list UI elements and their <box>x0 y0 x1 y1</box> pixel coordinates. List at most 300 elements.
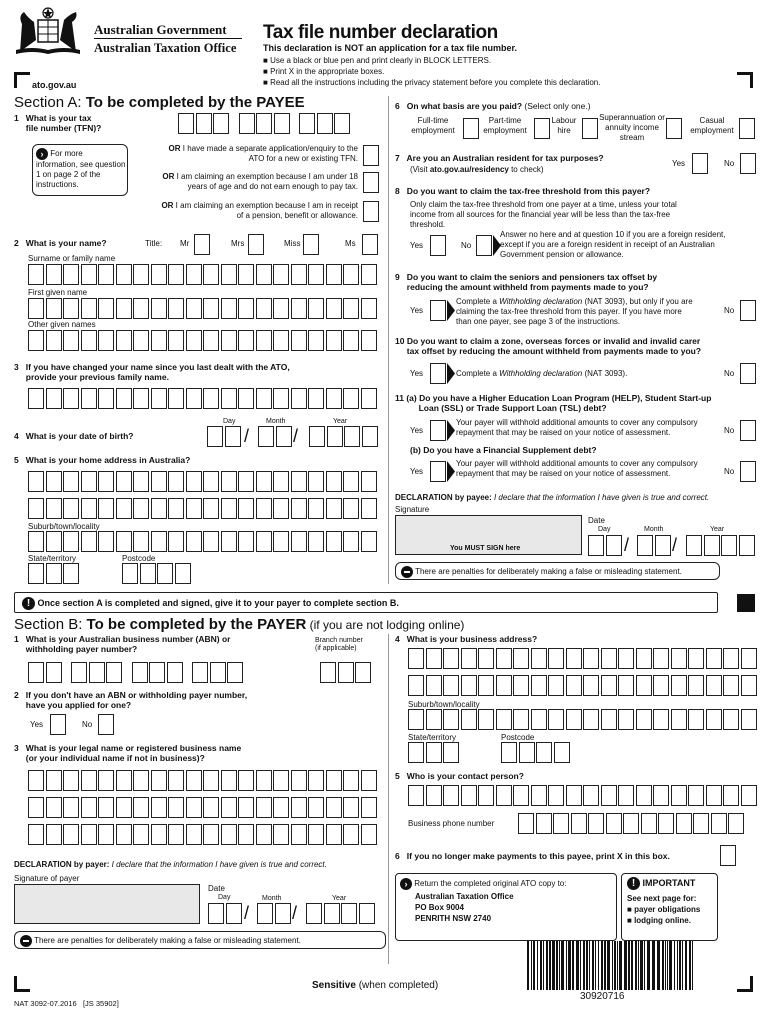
character-box[interactable] <box>116 824 132 845</box>
dob-day-box[interactable] <box>207 426 223 447</box>
character-box[interactable] <box>203 531 219 552</box>
character-box[interactable] <box>671 785 687 806</box>
character-box[interactable] <box>157 563 173 584</box>
q8-yes-checkbox[interactable] <box>430 235 446 256</box>
character-box[interactable] <box>28 824 44 845</box>
character-box[interactable] <box>238 330 254 351</box>
character-box[interactable] <box>81 298 97 319</box>
character-box[interactable] <box>361 264 377 285</box>
character-box[interactable] <box>706 675 722 696</box>
character-box[interactable] <box>81 770 97 791</box>
character-box[interactable] <box>706 785 722 806</box>
character-box[interactable] <box>63 330 79 351</box>
character-box[interactable] <box>46 824 62 845</box>
legal-name-line-3-boxes[interactable] <box>28 824 378 845</box>
payee-month-box[interactable] <box>655 535 671 556</box>
character-box[interactable] <box>186 498 202 519</box>
character-box[interactable] <box>28 797 44 818</box>
character-box[interactable] <box>221 770 237 791</box>
character-box[interactable] <box>583 785 599 806</box>
character-box[interactable] <box>291 824 307 845</box>
character-box[interactable] <box>116 531 132 552</box>
character-box[interactable] <box>536 813 552 834</box>
character-box[interactable] <box>291 797 307 818</box>
tfn-digit-box[interactable] <box>196 113 212 134</box>
previous-name-boxes[interactable] <box>28 388 378 409</box>
character-box[interactable] <box>98 531 114 552</box>
character-box[interactable] <box>133 498 149 519</box>
character-box[interactable] <box>63 498 79 519</box>
character-box[interactable] <box>168 264 184 285</box>
character-box[interactable] <box>168 531 184 552</box>
character-box[interactable] <box>408 742 424 763</box>
character-box[interactable] <box>343 824 359 845</box>
payer-signature-box[interactable] <box>14 884 200 924</box>
character-box[interactable] <box>426 675 442 696</box>
character-box[interactable] <box>548 785 564 806</box>
character-box[interactable] <box>116 770 132 791</box>
character-box[interactable] <box>98 330 114 351</box>
character-box[interactable] <box>273 770 289 791</box>
payee-year-box[interactable] <box>704 535 720 556</box>
character-box[interactable] <box>496 648 512 669</box>
character-box[interactable] <box>291 770 307 791</box>
character-box[interactable] <box>203 770 219 791</box>
character-box[interactable] <box>548 709 564 730</box>
character-box[interactable] <box>308 330 324 351</box>
character-box[interactable] <box>221 471 237 492</box>
character-box[interactable] <box>186 531 202 552</box>
character-box[interactable] <box>221 388 237 409</box>
character-box[interactable] <box>583 648 599 669</box>
character-box[interactable] <box>151 770 167 791</box>
character-box[interactable] <box>566 785 582 806</box>
character-box[interactable] <box>361 388 377 409</box>
character-box[interactable] <box>531 709 547 730</box>
character-box[interactable] <box>46 388 62 409</box>
character-box[interactable] <box>151 264 167 285</box>
character-box[interactable] <box>63 264 79 285</box>
character-box[interactable] <box>583 675 599 696</box>
character-box[interactable] <box>308 797 324 818</box>
character-box[interactable] <box>343 388 359 409</box>
dob-year-box[interactable] <box>362 426 378 447</box>
character-box[interactable] <box>175 563 191 584</box>
title-mrs-checkbox[interactable] <box>248 234 264 255</box>
character-box[interactable] <box>308 824 324 845</box>
character-box[interactable] <box>140 563 156 584</box>
address-line-2-boxes[interactable] <box>28 498 378 519</box>
character-box[interactable] <box>151 498 167 519</box>
character-box[interactable] <box>308 498 324 519</box>
character-box[interactable] <box>256 388 272 409</box>
character-box[interactable] <box>601 785 617 806</box>
character-box[interactable] <box>256 471 272 492</box>
character-box[interactable] <box>133 388 149 409</box>
character-box[interactable] <box>203 264 219 285</box>
abn-digit-box[interactable] <box>28 662 44 683</box>
character-box[interactable] <box>671 648 687 669</box>
character-box[interactable] <box>168 388 184 409</box>
q11b-no-checkbox[interactable] <box>740 461 756 482</box>
character-box[interactable] <box>408 785 424 806</box>
character-box[interactable] <box>46 770 62 791</box>
character-box[interactable] <box>168 797 184 818</box>
character-box[interactable] <box>81 824 97 845</box>
title-ms-checkbox[interactable] <box>362 234 378 255</box>
tfn-digit-box[interactable] <box>239 113 255 134</box>
payer-year-box[interactable] <box>324 903 340 924</box>
character-box[interactable] <box>531 785 547 806</box>
character-box[interactable] <box>741 675 757 696</box>
tfn-digit-box[interactable] <box>274 113 290 134</box>
character-box[interactable] <box>513 709 529 730</box>
character-box[interactable] <box>238 824 254 845</box>
character-box[interactable] <box>426 648 442 669</box>
contact-person-boxes[interactable] <box>408 785 758 806</box>
character-box[interactable] <box>361 824 377 845</box>
character-box[interactable] <box>46 531 62 552</box>
character-box[interactable] <box>548 648 564 669</box>
character-box[interactable] <box>116 471 132 492</box>
character-box[interactable] <box>723 709 739 730</box>
b-q6-checkbox[interactable] <box>720 845 736 866</box>
character-box[interactable] <box>168 498 184 519</box>
character-box[interactable] <box>688 675 704 696</box>
character-box[interactable] <box>256 797 272 818</box>
character-box[interactable] <box>688 785 704 806</box>
character-box[interactable] <box>203 298 219 319</box>
character-box[interactable] <box>133 770 149 791</box>
character-box[interactable] <box>273 264 289 285</box>
character-box[interactable] <box>326 797 342 818</box>
character-box[interactable] <box>28 330 44 351</box>
character-box[interactable] <box>151 471 167 492</box>
character-box[interactable] <box>203 471 219 492</box>
character-box[interactable] <box>63 797 79 818</box>
character-box[interactable] <box>461 709 477 730</box>
other-names-boxes[interactable] <box>28 330 378 351</box>
character-box[interactable] <box>291 471 307 492</box>
character-box[interactable] <box>63 298 79 319</box>
character-box[interactable] <box>151 330 167 351</box>
tfn-digit-box[interactable] <box>256 113 272 134</box>
character-box[interactable] <box>583 709 599 730</box>
character-box[interactable] <box>653 648 669 669</box>
character-box[interactable] <box>186 388 202 409</box>
title-mr-checkbox[interactable] <box>194 234 210 255</box>
character-box[interactable] <box>308 298 324 319</box>
q1-new-tfn-checkbox[interactable] <box>363 145 379 166</box>
character-box[interactable] <box>81 797 97 818</box>
character-box[interactable] <box>741 709 757 730</box>
branch-digit-box[interactable] <box>338 662 354 683</box>
character-box[interactable] <box>536 742 552 763</box>
q11a-yes-checkbox[interactable] <box>430 420 446 441</box>
character-box[interactable] <box>256 531 272 552</box>
character-box[interactable] <box>343 298 359 319</box>
character-box[interactable] <box>46 298 62 319</box>
character-box[interactable] <box>273 797 289 818</box>
character-box[interactable] <box>273 330 289 351</box>
character-box[interactable] <box>361 298 377 319</box>
q1-under-18-checkbox[interactable] <box>363 172 379 193</box>
character-box[interactable] <box>28 471 44 492</box>
character-box[interactable] <box>151 298 167 319</box>
character-box[interactable] <box>308 388 324 409</box>
character-box[interactable] <box>203 388 219 409</box>
character-box[interactable] <box>461 648 477 669</box>
character-box[interactable] <box>548 675 564 696</box>
abn-digit-box[interactable] <box>210 662 226 683</box>
character-box[interactable] <box>98 797 114 818</box>
dob-year-box[interactable] <box>327 426 343 447</box>
character-box[interactable] <box>554 742 570 763</box>
character-box[interactable] <box>46 264 62 285</box>
character-box[interactable] <box>641 813 657 834</box>
character-box[interactable] <box>566 675 582 696</box>
character-box[interactable] <box>688 709 704 730</box>
character-box[interactable] <box>728 813 744 834</box>
payer-day-box[interactable] <box>208 903 224 924</box>
character-box[interactable] <box>426 742 442 763</box>
character-box[interactable] <box>256 298 272 319</box>
character-box[interactable] <box>601 709 617 730</box>
character-box[interactable] <box>688 648 704 669</box>
character-box[interactable] <box>706 648 722 669</box>
character-box[interactable] <box>28 531 44 552</box>
character-box[interactable] <box>308 264 324 285</box>
character-box[interactable] <box>28 563 44 584</box>
character-box[interactable] <box>426 785 442 806</box>
q11a-no-checkbox[interactable] <box>740 420 756 441</box>
character-box[interactable] <box>741 648 757 669</box>
character-box[interactable] <box>443 785 459 806</box>
q8-no-checkbox[interactable] <box>476 235 492 256</box>
character-box[interactable] <box>601 648 617 669</box>
character-box[interactable] <box>98 824 114 845</box>
tfn-digit-box[interactable] <box>178 113 194 134</box>
payee-day-box[interactable] <box>588 535 604 556</box>
q7-yes-checkbox[interactable] <box>692 153 708 174</box>
character-box[interactable] <box>571 813 587 834</box>
character-box[interactable] <box>343 797 359 818</box>
payee-year-box[interactable] <box>686 535 702 556</box>
character-box[interactable] <box>28 264 44 285</box>
tfn-digit-box[interactable] <box>299 113 315 134</box>
abn-digit-box[interactable] <box>89 662 105 683</box>
character-box[interactable] <box>238 298 254 319</box>
character-box[interactable] <box>588 813 604 834</box>
character-box[interactable] <box>326 498 342 519</box>
character-box[interactable] <box>273 298 289 319</box>
abn-digit-box[interactable] <box>46 662 62 683</box>
character-box[interactable] <box>221 531 237 552</box>
q9-no-checkbox[interactable] <box>740 300 756 321</box>
q6-super-checkbox[interactable] <box>666 118 682 139</box>
character-box[interactable] <box>671 709 687 730</box>
character-box[interactable] <box>273 388 289 409</box>
character-box[interactable] <box>221 797 237 818</box>
state-boxes[interactable] <box>28 563 81 584</box>
q9-yes-checkbox[interactable] <box>430 300 446 321</box>
payer-day-box[interactable] <box>226 903 242 924</box>
character-box[interactable] <box>203 498 219 519</box>
website-link[interactable]: ato.gov.au <box>32 80 77 90</box>
character-box[interactable] <box>326 471 342 492</box>
character-box[interactable] <box>28 388 44 409</box>
dob-year-box[interactable] <box>309 426 325 447</box>
character-box[interactable] <box>623 813 639 834</box>
abn-digit-box[interactable] <box>132 662 148 683</box>
character-box[interactable] <box>478 648 494 669</box>
abn-digit-box[interactable] <box>106 662 122 683</box>
character-box[interactable] <box>221 298 237 319</box>
character-box[interactable] <box>98 264 114 285</box>
character-box[interactable] <box>63 563 79 584</box>
character-box[interactable] <box>133 824 149 845</box>
q11b-yes-checkbox[interactable] <box>430 461 446 482</box>
abn-digit-box[interactable] <box>71 662 87 683</box>
character-box[interactable] <box>46 471 62 492</box>
character-box[interactable] <box>343 330 359 351</box>
character-box[interactable] <box>531 648 547 669</box>
character-box[interactable] <box>256 264 272 285</box>
q1-pension-checkbox[interactable] <box>363 201 379 222</box>
character-box[interactable] <box>461 785 477 806</box>
b-suburb-boxes[interactable] <box>408 709 758 730</box>
character-box[interactable] <box>133 531 149 552</box>
character-box[interactable] <box>63 388 79 409</box>
character-box[interactable] <box>151 797 167 818</box>
character-box[interactable] <box>273 498 289 519</box>
character-box[interactable] <box>618 785 634 806</box>
payer-year-box[interactable] <box>341 903 357 924</box>
character-box[interactable] <box>256 330 272 351</box>
character-box[interactable] <box>238 797 254 818</box>
character-box[interactable] <box>693 813 709 834</box>
character-box[interactable] <box>426 709 442 730</box>
first-name-boxes[interactable] <box>28 298 378 319</box>
character-box[interactable] <box>361 797 377 818</box>
character-box[interactable] <box>443 648 459 669</box>
character-box[interactable] <box>98 298 114 319</box>
character-box[interactable] <box>46 330 62 351</box>
character-box[interactable] <box>28 298 44 319</box>
character-box[interactable] <box>326 264 342 285</box>
character-box[interactable] <box>116 330 132 351</box>
legal-name-line-2-boxes[interactable] <box>28 797 378 818</box>
character-box[interactable] <box>326 298 342 319</box>
abn-digit-box[interactable] <box>192 662 208 683</box>
character-box[interactable] <box>343 531 359 552</box>
surname-boxes[interactable] <box>28 264 378 285</box>
character-box[interactable] <box>496 709 512 730</box>
character-box[interactable] <box>326 824 342 845</box>
character-box[interactable] <box>326 330 342 351</box>
character-box[interactable] <box>443 742 459 763</box>
character-box[interactable] <box>133 471 149 492</box>
q10-yes-checkbox[interactable] <box>430 363 446 384</box>
character-box[interactable] <box>478 675 494 696</box>
payer-year-box[interactable] <box>359 903 375 924</box>
character-box[interactable] <box>308 471 324 492</box>
character-box[interactable] <box>513 785 529 806</box>
character-box[interactable] <box>513 675 529 696</box>
character-box[interactable] <box>273 824 289 845</box>
character-box[interactable] <box>186 330 202 351</box>
business-address-1-boxes[interactable] <box>408 648 758 669</box>
character-box[interactable] <box>133 330 149 351</box>
b-q2-yes-checkbox[interactable] <box>50 714 66 735</box>
character-box[interactable] <box>308 770 324 791</box>
character-box[interactable] <box>256 770 272 791</box>
character-box[interactable] <box>361 330 377 351</box>
character-box[interactable] <box>203 824 219 845</box>
character-box[interactable] <box>186 298 202 319</box>
character-box[interactable] <box>478 709 494 730</box>
character-box[interactable] <box>116 388 132 409</box>
character-box[interactable] <box>151 531 167 552</box>
character-box[interactable] <box>46 563 62 584</box>
business-address-2-boxes[interactable] <box>408 675 758 696</box>
character-box[interactable] <box>168 770 184 791</box>
character-box[interactable] <box>221 824 237 845</box>
character-box[interactable] <box>308 531 324 552</box>
payee-year-box[interactable] <box>739 535 755 556</box>
character-box[interactable] <box>186 471 202 492</box>
dob-day-box[interactable] <box>225 426 241 447</box>
q10-no-checkbox[interactable] <box>740 363 756 384</box>
character-box[interactable] <box>723 675 739 696</box>
character-box[interactable] <box>343 471 359 492</box>
character-box[interactable] <box>221 330 237 351</box>
abn-digit-box[interactable] <box>167 662 183 683</box>
character-box[interactable] <box>741 785 757 806</box>
abn-digit-box[interactable] <box>227 662 243 683</box>
character-box[interactable] <box>46 797 62 818</box>
character-box[interactable] <box>63 471 79 492</box>
character-box[interactable] <box>636 648 652 669</box>
character-box[interactable] <box>291 330 307 351</box>
character-box[interactable] <box>478 785 494 806</box>
q6-casual-checkbox[interactable] <box>739 118 755 139</box>
character-box[interactable] <box>238 498 254 519</box>
character-box[interactable] <box>133 264 149 285</box>
character-box[interactable] <box>238 264 254 285</box>
character-box[interactable] <box>326 770 342 791</box>
payer-month-box[interactable] <box>275 903 291 924</box>
character-box[interactable] <box>566 709 582 730</box>
character-box[interactable] <box>203 330 219 351</box>
legal-name-line-1-boxes[interactable] <box>28 770 378 791</box>
character-box[interactable] <box>81 264 97 285</box>
character-box[interactable] <box>256 498 272 519</box>
character-box[interactable] <box>168 824 184 845</box>
phone-boxes[interactable] <box>518 813 746 834</box>
payer-year-box[interactable] <box>306 903 322 924</box>
title-miss-checkbox[interactable] <box>303 234 319 255</box>
character-box[interactable] <box>116 498 132 519</box>
character-box[interactable] <box>636 675 652 696</box>
character-box[interactable] <box>291 298 307 319</box>
character-box[interactable] <box>63 824 79 845</box>
character-box[interactable] <box>706 709 722 730</box>
character-box[interactable] <box>81 531 97 552</box>
payee-year-box[interactable] <box>721 535 737 556</box>
character-box[interactable] <box>601 675 617 696</box>
character-box[interactable] <box>343 498 359 519</box>
